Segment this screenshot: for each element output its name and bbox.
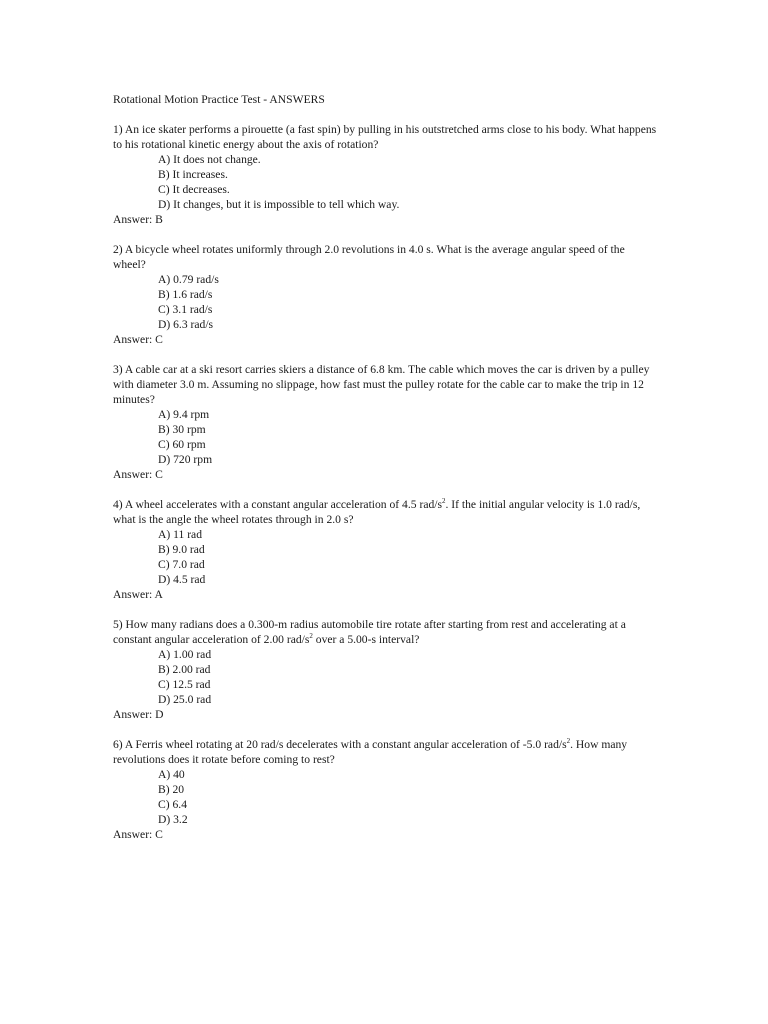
question-text [113,617,658,647]
options-list [113,152,658,212]
options-list [113,407,658,467]
answer-text: Answer: C [113,468,163,481]
option-b: B) 30 rpm [158,423,206,436]
question-5 [113,617,658,722]
options-list [113,527,658,587]
question-text [113,737,658,767]
question-text: 2) A bicycle wheel rotates uniformly through 2.0 revolutions in 4.0 s. What is the average angular speed of the wheel? [113,243,625,271]
document-page [113,92,658,857]
option-a: A) It does not change. [158,153,261,166]
options-list [113,767,658,827]
options-list [113,272,658,332]
question-text-part: . How many revolutions does it rotate before coming to rest? [113,738,628,766]
option-c: C) 12.5 rad [158,678,211,691]
question-1 [113,122,658,227]
option-a: A) 40 [158,768,185,781]
question-text-part: 5) How many radians does a 0.300-m radius automobile tire rotate after starting from rest and accelerating at a constant angular acceleration of 2.00 rad/s [113,618,626,646]
option-d: D) 6.3 rad/s [158,318,214,331]
option-d: D) 720 rpm [158,453,213,466]
question-6 [113,737,658,842]
superscript: 2 [566,737,571,746]
option-c: C) It decreases. [158,183,230,196]
question-text-part: 6) A Ferris wheel rotating at 20 rad/s decelerates with a constant angular acceleration of -5.0 rad/s [113,738,567,751]
option-b: B) 20 [158,783,185,796]
option-d: D) 25.0 rad [158,693,212,706]
option-c: C) 60 rpm [158,438,206,451]
option-d: D) 3.2 [158,813,188,826]
option-b: B) 2.00 rad [158,663,211,676]
question-4 [113,497,658,602]
option-d: D) It changes, but it is impossible to tell which way. [158,198,400,211]
superscript: 2 [309,632,313,641]
question-text-part: over a 5.00-s interval? [312,633,420,646]
option-a: A) 11 rad [158,528,202,541]
question-text: 3) A cable car at a ski resort carries skiers a distance of 6.8 km. The cable which moves the car is driven by a pulley with diameter 3.0 m. Assuming no slippage, how fast must the pulley rotate for the cable car to make the trip in 12 minutes? [113,363,650,406]
option-c: C) 6.4 [158,798,187,811]
option-a: A) 9.4 rpm [158,408,210,421]
option-c: C) 7.0 rad [158,558,205,571]
answer-text: Answer: B [113,213,163,226]
question-3 [113,362,658,482]
option-a: A) 1.00 rad [158,648,212,661]
option-c: C) 3.1 rad/s [158,303,213,316]
answer-text: Answer: A [113,588,163,601]
question-text-part: . If the initial angular velocity is 1.0 rad/s, what is the angle the wheel rotates through in 2.0 s? [113,498,641,526]
question-text [113,497,658,527]
superscript: 2 [442,497,446,506]
option-a: A) 0.79 rad/s [158,273,219,286]
option-b: B) 1.6 rad/s [158,288,213,301]
question-2 [113,242,658,347]
question-text-part: 4) A wheel accelerates with a constant angular acceleration of 4.5 rad/s [113,498,442,511]
options-list [113,647,658,707]
option-b: B) It increases. [158,168,228,181]
answer-text: Answer: D [113,708,164,721]
option-d: D) 4.5 rad [158,573,206,586]
question-text: 1) An ice skater performs a pirouette (a fast spin) by pulling in his outstretched arms close to his body. What happens to his rotational kinetic energy about the axis of rotation? [113,123,657,151]
answer-text: Answer: C [113,333,163,346]
answer-text: Answer: C [113,828,163,841]
document-title: Rotational Motion Practice Test - ANSWERS [113,93,325,106]
option-b: B) 9.0 rad [158,543,205,556]
